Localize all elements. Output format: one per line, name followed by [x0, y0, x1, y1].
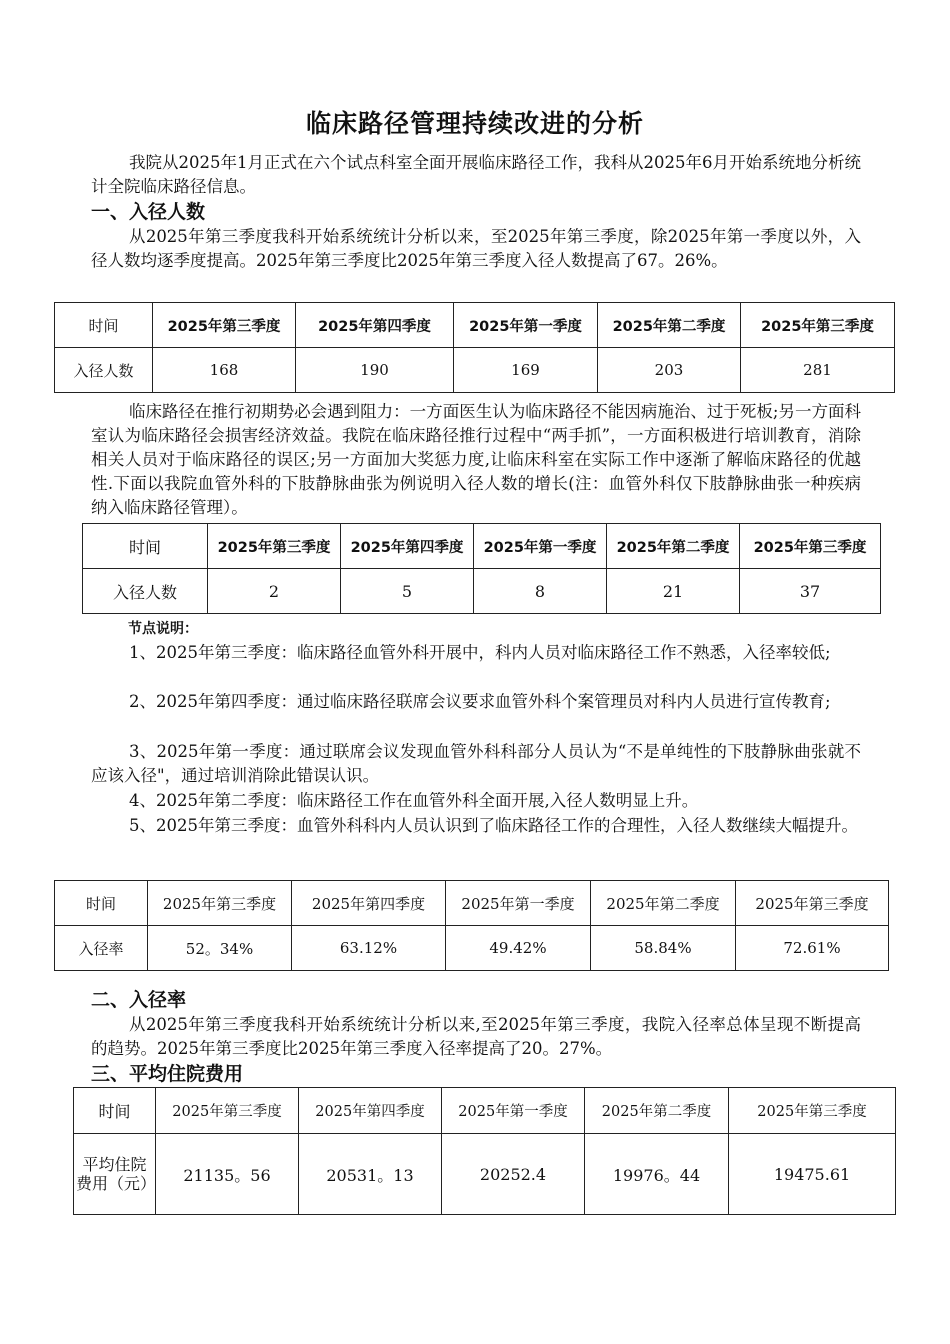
column-header: 2025年第四季度 [296, 303, 454, 348]
value-cell: 281 [741, 348, 895, 393]
header-label-cell: 时间 [55, 303, 153, 348]
section2-heading: 二、入径率 [91, 989, 187, 1011]
value-cell: 20252.4 [442, 1134, 585, 1215]
value-cell: 2 [208, 569, 341, 614]
page-title: 临床路径管理持续改进的分析 [305, 109, 644, 138]
section1-heading: 一、入径人数 [91, 201, 206, 223]
value-cell: 37 [740, 569, 881, 614]
row-label-cell: 平均住院费用（元） [74, 1134, 156, 1215]
value-cell: 49.42% [446, 926, 591, 971]
column-header: 2025年第四季度 [341, 524, 474, 569]
column-header: 2025年第三季度 [153, 303, 296, 348]
note-item: 1、2025年第三季度：临床路径血管外科开展中，科内人员对临床路径工作不熟悉，入径率较低; [129, 643, 831, 662]
paragraph-promotion: 临床路径在推行初期势必会遇到阻力：一方面医生认为临床路径不能因病施治、过于死板;另一方面科室认为临床路径会损害经济效益。我院在临床路径推行过程中“两手抓”，一方面积极进行培训教育，消除相关人员对于临床路径的误区;另一方面加大奖惩力度,让临床科室在实际工作中逐渐了解临床路径的优越性.下面以我院血管外科的下肢静脉曲张为例说明入径人数的增长(注：血管外科仅下肢静脉曲张一种疾病纳入临床路径管理）。 [91, 402, 861, 517]
table-header-row [55, 303, 895, 348]
value-cell: 203 [598, 348, 741, 393]
note-item: 5、2025年第三季度：血管外科科内人员认识到了临床路径工作的合理性，入径人数继续大幅提升。 [129, 816, 858, 835]
table-header-row [55, 881, 889, 926]
table-row [55, 926, 889, 971]
value-cell: 20531。13 [299, 1134, 442, 1215]
note-item: 3、2025年第一季度：通过联席会议发现血管外科科部分人员认为“不是单纯性的下肢静脉曲张就不应该入径"，通过培训消除此错误认识。 [91, 742, 861, 785]
notes-title: 节点说明： [128, 621, 198, 637]
column-header: 2025年第三季度 [156, 1088, 299, 1134]
column-header: 2025年第二季度 [585, 1088, 729, 1134]
value-cell: 72.61% [736, 926, 889, 971]
value-cell: 58.84% [591, 926, 736, 971]
section1-paragraph: 从2025年第三季度我科开始系统统计分析以来，至2025年第三季度，除2025年第一季度以外，入径人数均逐季度提高。2025年第三季度比2025年第三季度入径人数提高了67。26%。 [91, 227, 861, 270]
column-header: 2025年第四季度 [292, 881, 446, 926]
value-cell: 21135。56 [156, 1134, 299, 1215]
column-header: 2025年第三季度 [729, 1088, 896, 1134]
note-item: 2、2025年第四季度：通过临床路径联席会议要求血管外科个案管理员对科内人员进行宣传教育; [129, 692, 831, 711]
column-header: 2025年第一季度 [454, 303, 598, 348]
column-header: 2025年第三季度 [741, 303, 895, 348]
column-header: 2025年第三季度 [208, 524, 341, 569]
table-average-cost [73, 1087, 896, 1215]
header-label-cell: 时间 [74, 1088, 156, 1134]
table-header-row [74, 1088, 896, 1134]
table-row [74, 1134, 896, 1215]
row-label-cell: 入径人数 [55, 348, 153, 393]
value-cell: 52。34% [148, 926, 292, 971]
table-enrollment-vascular [82, 523, 881, 614]
column-header: 2025年第三季度 [736, 881, 889, 926]
table-row [55, 348, 895, 393]
header-label-cell: 时间 [55, 881, 148, 926]
note-item: 4、2025年第二季度：临床路径工作在血管外科全面开展,入径人数明显上升。 [129, 791, 699, 810]
value-cell: 168 [153, 348, 296, 393]
value-cell: 8 [474, 569, 607, 614]
section2-paragraph: 从2025年第三季度我科开始系统统计分析以来,至2025年第三季度，我院入径率总体呈现不断提高的趋势。2025年第三季度比2025年第三季度入径率提高了20。27%。 [91, 1015, 861, 1058]
table-header-row [83, 524, 881, 569]
row-label-cell: 入径率 [55, 926, 148, 971]
value-cell: 190 [296, 348, 454, 393]
column-header: 2025年第三季度 [740, 524, 881, 569]
column-header: 2025年第一季度 [474, 524, 607, 569]
row-label-cell: 入径人数 [83, 569, 208, 614]
column-header: 2025年第一季度 [446, 881, 591, 926]
header-label-cell: 时间 [83, 524, 208, 569]
column-header: 2025年第二季度 [607, 524, 740, 569]
table-enrollment-rate [54, 880, 889, 971]
column-header: 2025年第四季度 [299, 1088, 442, 1134]
value-cell: 21 [607, 569, 740, 614]
intro-paragraph: 我院从2025年1月正式在六个试点科室全面开展临床路径工作，我科从2025年6月开始系统地分析统计全院临床路径信息。 [91, 153, 861, 196]
column-header: 2025年第二季度 [598, 303, 741, 348]
value-cell: 169 [454, 348, 598, 393]
column-header: 2025年第一季度 [442, 1088, 585, 1134]
section3-heading: 三、平均住院费用 [91, 1063, 244, 1085]
value-cell: 63.12% [292, 926, 446, 971]
column-header: 2025年第二季度 [591, 881, 736, 926]
column-header: 2025年第三季度 [148, 881, 292, 926]
value-cell: 19475.61 [729, 1134, 896, 1215]
table-row [83, 569, 881, 614]
value-cell: 5 [341, 569, 474, 614]
table-enrollment-all [54, 302, 895, 393]
value-cell: 19976。44 [585, 1134, 729, 1215]
